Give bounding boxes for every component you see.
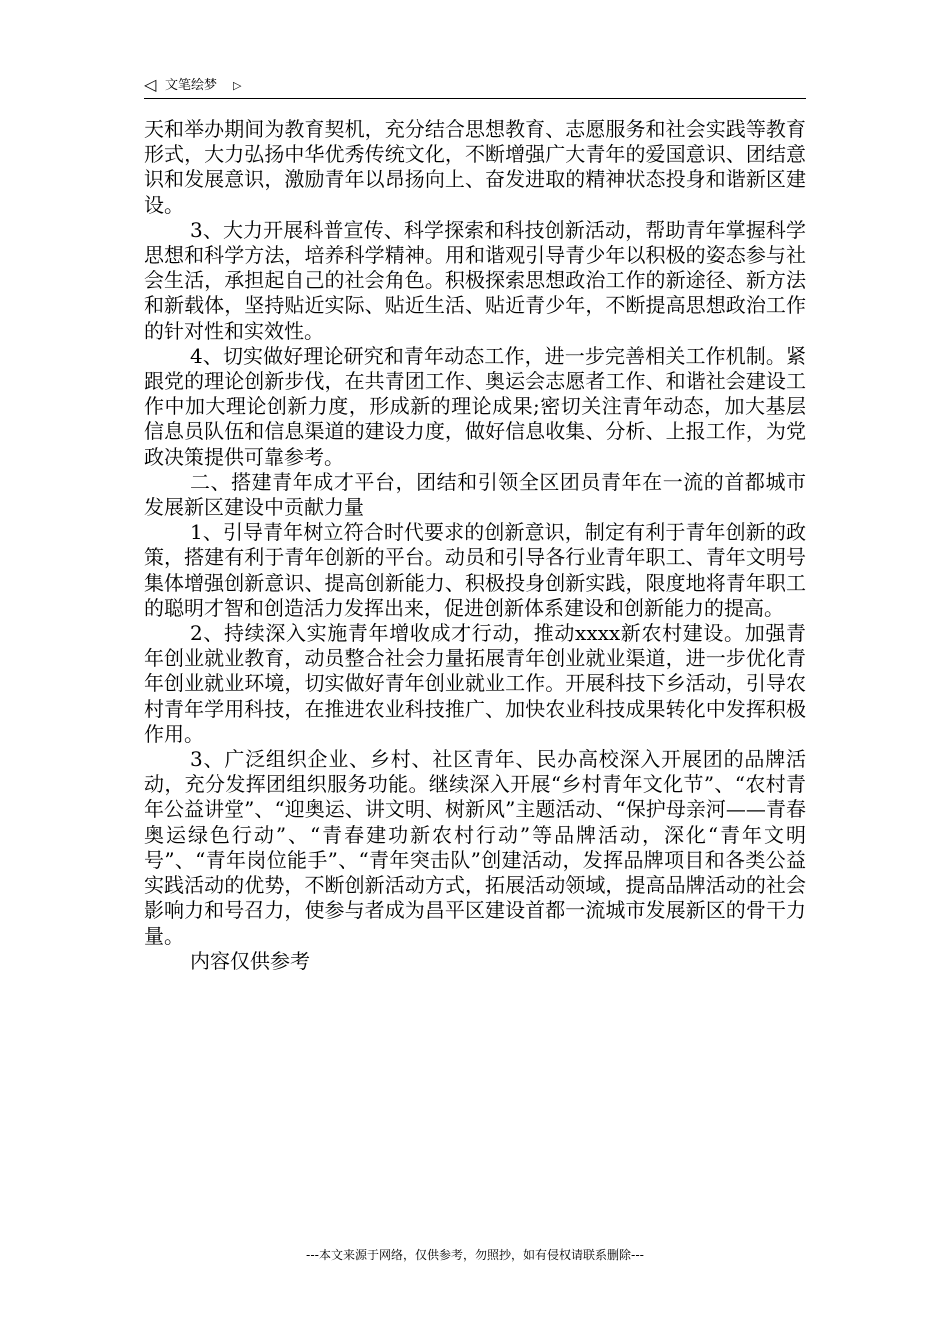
triangle-right-icon: ▷ <box>233 79 242 92</box>
page-footer: ---本文来源于网络，仅供参考，勿照抄，如有侵权请联系删除--- <box>306 1248 644 1262</box>
paragraph-item-1-innovation: 1、引导青年树立符合时代要求的创新意识，制定有利于青年创新的政策，搭建有利于青年创新的平台。动员和引导各行业青年职工、青年文明号集体增强创新意识、提高创新能力、积极投身创新实践，限度地将青年职工的聪明才智和创造活力发挥出来，促进创新体系建设和创新能力的提高。 <box>144 520 806 620</box>
paragraph-continuation: 天和举办期间为教育契机，充分结合思想教育、志愿服务和社会实践等教育形式，大力弘扬中华优秀传统文化，不断增强广大青年的爱国意识、团结意识和发展意识，激励青年以昂扬向上、奋发进取的精神状态投身和谐新区建设。 <box>144 117 806 217</box>
header-title: 文笔绘梦 <box>165 78 218 93</box>
reference-note: 内容仅供参考 <box>190 948 310 973</box>
paragraph-item-4-theory: 4、切实做好理论研究和青年动态工作，进一步完善相关工作机制。紧跟党的理论创新步伐，在共青团工作、奥运会志愿者工作、和谐社会建设工作中加大理论创新力度，形成新的理论成果;密切关注青年动态，加大基层信息员队伍和信息渠道的建设力度，做好信息收集、分析、上报工作，为党政决策提供可靠参考。 <box>144 343 806 469</box>
paragraph-item-2-rural: 2、持续深入实施青年增收成才行动，推动xxxx新农村建设。加强青年创业就业教育，动员整合社会力量拓展青年创业就业渠道，进一步优化青年创业就业环境，切实做好青年创业就业工作。开展科技下乡活动，引导农村青年学用科技，在推进农业科技推广、加快农业科技成果转化中发挥积极作用。 <box>144 621 806 746</box>
section-heading-two: 二、搭建青年成才平台，团结和引领全区团员青年在一流的首都城市发展新区建设中贡献力量 <box>144 469 806 520</box>
paragraph-item-3-brand: 3、广泛组织企业、乡村、社区青年、民办高校深入开展团的品牌活动，充分发挥团组织服务功能。继续深入开展“乡村青年文化节”、“农村青年公益讲堂”、“迎奥运、讲文明、树新风”主题活动、“保护母亲河——青春奥运绿色行动”、“青春建功新农村行动”等品牌活动，深化“青年文明号”、“青年岗位能手”、“青年突击队”创建活动，发挥品牌项目和各类公益实践活动的优势，不断创新活动方式，拓展活动领域，提高品牌活动的社会影响力和号召力，使参与者成为昌平区建设首都一流城市发展新区的骨干力量。 <box>144 747 806 948</box>
page-header <box>144 72 806 99</box>
triangle-left-icon: ◁ <box>144 75 157 94</box>
paragraph-item-3-science: 3、大力开展科普宣传、科学探索和科技创新活动，帮助青年掌握科学思想和科学方法，培养科学精神。用和谐观引导青少年以积极的姿态参与社会生活，承担起自己的社会角色。积极探索思想政治工作的新途径、新方法和新载体，坚持贴近实际、贴近生活、贴近青少年，不断提高思想政治工作的针对性和实效性。 <box>144 217 806 343</box>
document-body <box>144 117 806 974</box>
